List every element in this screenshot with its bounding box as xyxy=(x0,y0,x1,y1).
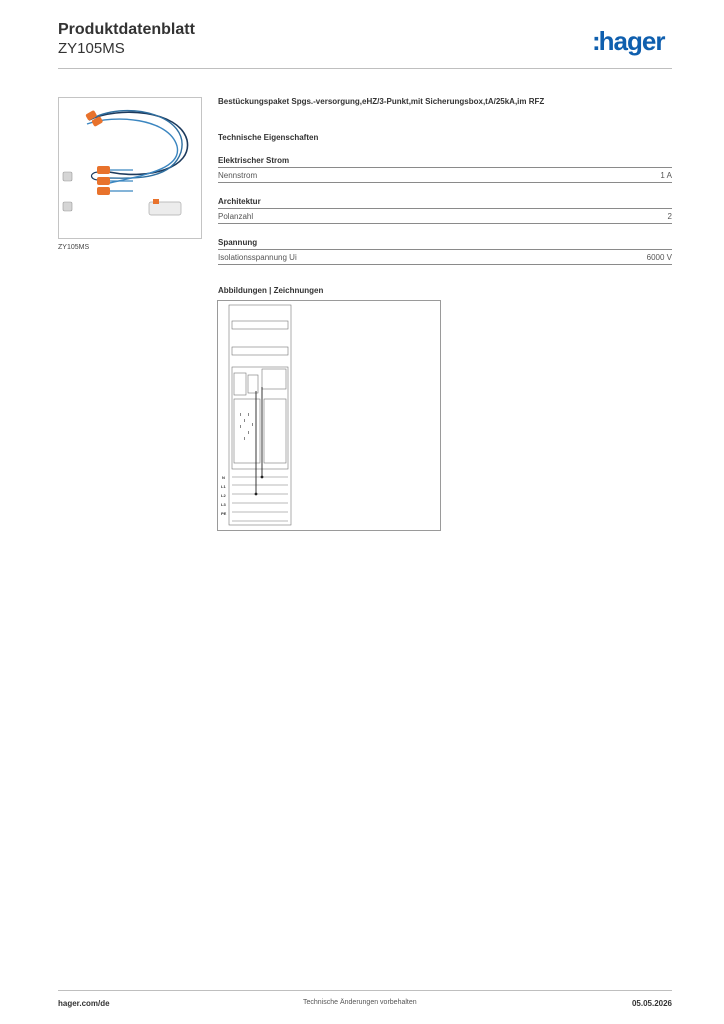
property-group-architecture xyxy=(218,197,672,224)
terminal-label: L1 xyxy=(221,484,226,489)
property-value: 6000 V xyxy=(646,253,672,262)
connection-point-l2 xyxy=(255,493,258,496)
product-photo xyxy=(58,97,202,239)
connection-point-n xyxy=(261,476,264,479)
drawings-heading: Abbildungen | Zeichnungen xyxy=(218,286,324,295)
property-row xyxy=(218,209,672,224)
property-value: 1 A xyxy=(660,171,672,180)
product-photo-caption: ZY105MS xyxy=(58,244,90,251)
terminal-label: PE xyxy=(221,511,227,516)
footer-notice: Technische Änderungen vorbehalten xyxy=(303,999,417,1006)
property-group-title: Elektrischer Strom xyxy=(218,156,672,168)
terminal-label: N xyxy=(222,475,225,480)
technical-drawing xyxy=(217,300,441,531)
property-label: Isolationsspannung Ui xyxy=(218,253,297,262)
terminal-label: L2 xyxy=(221,493,226,498)
logo-mark-icon: : xyxy=(592,26,598,56)
property-row xyxy=(218,250,672,265)
content-column xyxy=(218,97,672,295)
property-group-electric-current xyxy=(218,156,672,183)
footer-date: 05.05.2026 xyxy=(631,999,672,1008)
property-row xyxy=(218,168,672,183)
product-description: Bestückungspaket Spgs.-versorgung,eHZ/3-Punkt,mit Sicherungsbox,tA/25kA,im RFZ xyxy=(218,97,545,106)
footer-divider xyxy=(58,990,672,991)
header-divider xyxy=(58,68,672,69)
properties-heading: Technische Eigenschaften xyxy=(218,133,319,142)
product-photo-image xyxy=(59,98,201,238)
hager-logo xyxy=(592,26,664,56)
property-group-title: Architektur xyxy=(218,197,672,209)
logo-wordmark: hager xyxy=(598,26,665,56)
wiring-diagram xyxy=(218,301,440,530)
footer-website-link[interactable]: hager.com/de xyxy=(58,999,110,1008)
property-group-title: Spannung xyxy=(218,238,672,250)
article-number: ZY105MS xyxy=(58,40,125,57)
page-title: Produktdatenblatt xyxy=(58,21,195,38)
terminal-label: L3 xyxy=(221,502,226,507)
property-value: 2 xyxy=(667,212,672,221)
property-label: Nennstrom xyxy=(218,171,258,180)
property-label: Polanzahl xyxy=(218,212,254,221)
property-group-voltage xyxy=(218,238,672,265)
